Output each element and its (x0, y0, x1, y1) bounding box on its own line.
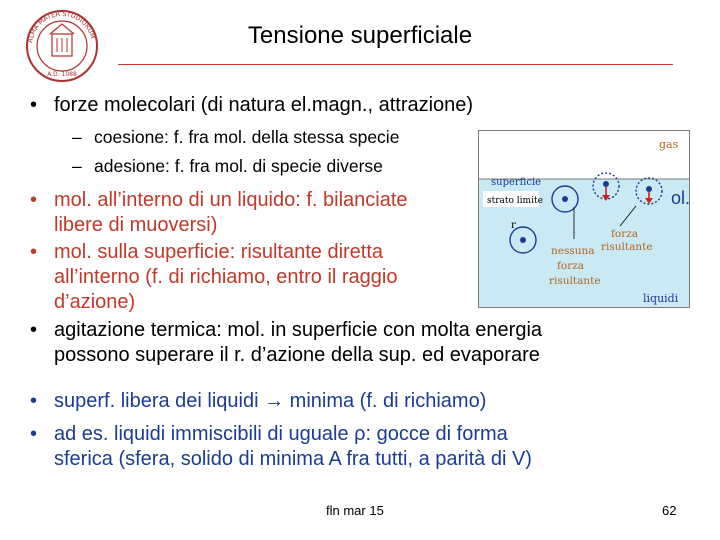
molecule-dot (603, 181, 609, 187)
label-forza: forza (611, 228, 639, 240)
bullet-mol-interno-line2: libere di muoversi) (54, 214, 218, 236)
sub-bullet-adesione: adesione: f. fra mol. di specie diverse (94, 156, 383, 176)
bullet-agitazione-line2: possono superare il r. d’azione della sup. ed evaporare (54, 344, 540, 366)
label-r: r (511, 220, 516, 231)
bullet-liquidi-immiscibili-line2: sferica (sfera, solido di minima A fra tutti, a parità di V) (54, 448, 532, 470)
pointer-line (620, 206, 636, 226)
svg-text:ALMA MATER STUDIORUM: ALMA MATER STUDIORUM (26, 9, 98, 44)
surface-tension-diagram (478, 130, 690, 308)
bullet-marker: • (30, 94, 38, 116)
bullet-marker: • (30, 189, 38, 211)
bullet-mol-superficie-line1: mol. sulla superficie: risultante diretta (54, 241, 384, 263)
footer-author: fln mar 15 (326, 503, 384, 518)
label-risultante: risultante (601, 241, 653, 253)
bullet-mol-superficie-line3: d’azione) (54, 291, 136, 313)
molecule-dot (520, 237, 526, 243)
overflow-text-ol: ol. (671, 188, 691, 208)
bullet-liquidi-immiscibili-line1: ad es. liquidi immiscibili di uguale ρ: gocce di forma (54, 423, 508, 445)
label-forza-2: forza (557, 260, 585, 272)
slide-title: Tensione superficiale (247, 22, 473, 49)
title-divider (118, 64, 673, 65)
label-strato-limite: strato limite (487, 196, 543, 206)
bullet-marker: • (30, 390, 38, 412)
sub-bullet-coesione: coesione: f. fra mol. della stessa specie (94, 127, 400, 147)
label-risultante-2: risultante (549, 275, 601, 287)
page-number: 62 (662, 503, 677, 518)
bullet-forze-molecolari: forze molecolari (di natura el.magn., attrazione) (54, 94, 474, 116)
bullet-marker: • (30, 319, 38, 341)
bullet-superficie-libera: superf. libera dei liquidi → minima (f. di richiamo) (54, 390, 487, 412)
bullet-mol-superficie-line2: all’interno (f. di richiamo, entro il raggio (54, 266, 398, 288)
molecule-dot (646, 186, 652, 192)
dash-marker: – (72, 156, 82, 176)
bullet-mol-interno-line1: mol. all’interno di un liquido: f. bilanciate (54, 189, 408, 211)
label-gas: gas (659, 138, 679, 151)
bullet-marker: • (30, 423, 38, 445)
dash-marker: – (72, 127, 82, 147)
gas-region (479, 131, 689, 179)
label-liquidi: liquidi (643, 292, 679, 305)
label-nessuna: nessuna (551, 245, 595, 257)
bullet-marker: • (30, 241, 38, 263)
svg-text:A.D. 1088: A.D. 1088 (47, 71, 77, 78)
molecule-dot (562, 196, 568, 202)
bullet-agitazione-line1: agitazione termica: mol. in superficie con molta energia (54, 319, 543, 341)
label-superficie: superficie (491, 177, 542, 188)
